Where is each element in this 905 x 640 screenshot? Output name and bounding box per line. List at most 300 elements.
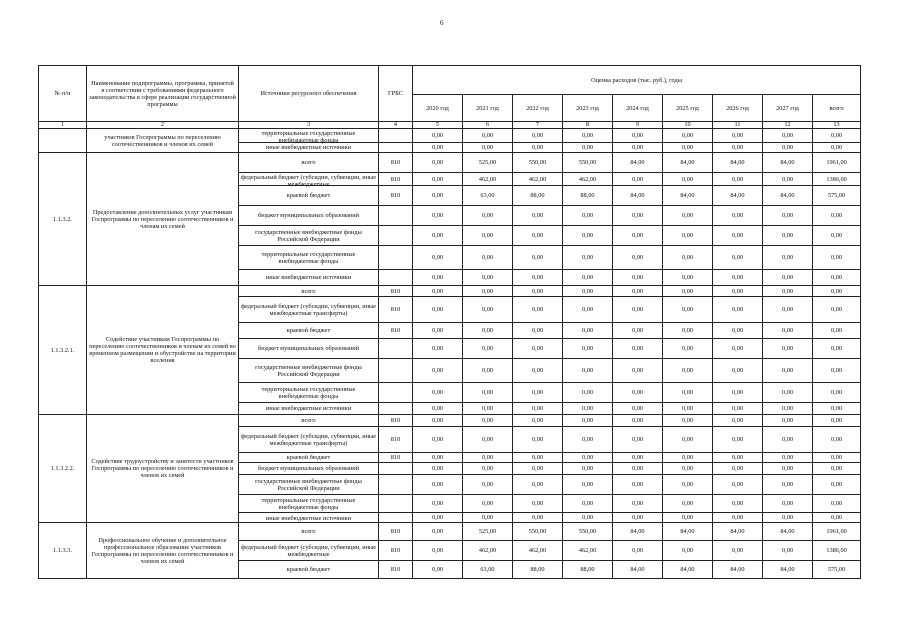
grbs-code: 810 (379, 415, 413, 427)
value-cell: 0,00 (813, 453, 861, 463)
funding-source (239, 403, 379, 415)
value-cell: 0,00 (713, 383, 763, 403)
value-cell: 0,00 (463, 513, 513, 523)
value-cell: 84,00 (663, 523, 713, 541)
funding-source (239, 561, 379, 579)
value-cell: 0,00 (613, 359, 663, 383)
grbs-code (379, 495, 413, 513)
value-cell: 0,00 (813, 359, 861, 383)
value-cell: 0,00 (563, 339, 613, 359)
value-cell: 84,00 (613, 186, 663, 206)
column-index-11: 11 (713, 122, 763, 129)
value-cell: 0,00 (813, 226, 861, 246)
value-cell: 0,00 (563, 143, 613, 153)
funding-source-label: всего (301, 287, 316, 295)
grbs-code: 810 (379, 523, 413, 541)
row-name: Содействие участникам Госпрограммы по переселению соотечественников и членам их семей во временном размещении и обустройстве на территории вселения (87, 286, 239, 415)
value-cell: 0,00 (463, 206, 513, 226)
grbs-code: 810 (379, 173, 413, 186)
value-cell: 462,00 (513, 173, 563, 186)
value-cell: 0,00 (763, 270, 813, 286)
budget-table (38, 65, 861, 579)
funding-source (239, 359, 379, 383)
value-cell: 0,00 (563, 226, 613, 246)
value-cell: 0,00 (513, 270, 563, 286)
value-cell: 525,00 (463, 153, 513, 173)
value-cell: 63,00 (463, 186, 513, 206)
funding-source-label: территориальные государственные внебюджетные фонды (261, 385, 356, 400)
value-cell: 0,00 (463, 339, 513, 359)
value-cell: 0,00 (763, 513, 813, 523)
value-cell: 0,00 (763, 206, 813, 226)
value-cell: 0,00 (463, 246, 513, 270)
value-cell: 0,00 (513, 513, 563, 523)
value-cell: 84,00 (713, 561, 763, 579)
value-cell: 1386,00 (813, 541, 861, 561)
funding-source (239, 463, 379, 475)
header-year-4: 2024 год (613, 95, 663, 122)
value-cell: 0,00 (663, 173, 713, 186)
grbs-code: 810 (379, 297, 413, 323)
value-cell: 0,00 (513, 403, 563, 415)
value-cell: 0,00 (463, 427, 513, 453)
value-cell: 0,00 (663, 513, 713, 523)
header-grbs: ГРБС (379, 66, 413, 122)
funding-source-label: федеральный бюджет (субсидии, субвенции, иные межбюджетные трансферты) (241, 432, 376, 447)
value-cell: 0,00 (763, 383, 813, 403)
value-cell: 0,00 (713, 286, 763, 297)
value-cell: 0,00 (713, 359, 763, 383)
value-cell: 0,00 (613, 403, 663, 415)
value-cell: 0,00 (813, 513, 861, 523)
value-cell: 0,00 (763, 297, 813, 323)
value-cell: 0,00 (563, 323, 613, 339)
value-cell: 0,00 (613, 143, 663, 153)
column-index-4: 4 (379, 122, 413, 129)
value-cell: 0,00 (663, 206, 713, 226)
value-cell: 0,00 (663, 339, 713, 359)
value-cell: 0,00 (413, 475, 463, 495)
value-cell: 0,00 (413, 173, 463, 186)
value-cell: 0,00 (713, 475, 763, 495)
value-cell: 0,00 (613, 475, 663, 495)
value-cell: 0,00 (513, 463, 563, 475)
value-cell: 0,00 (813, 475, 861, 495)
header-num: № п/п (39, 66, 87, 122)
header-year-7: 2027 год (763, 95, 813, 122)
funding-source (239, 513, 379, 523)
funding-source (239, 427, 379, 453)
header-name: Наименование подпрограммы, программы, принятой в соответствии с требованиями федерального законодательства в сфере реализации государственной программы (87, 66, 239, 122)
funding-source-label: краевой бюджет (286, 192, 331, 199)
value-cell: 0,00 (613, 323, 663, 339)
value-cell: 0,00 (563, 513, 613, 523)
grbs-code (379, 513, 413, 523)
value-cell: 84,00 (613, 561, 663, 579)
value-cell: 0,00 (413, 246, 463, 270)
value-cell: 0,00 (763, 403, 813, 415)
value-cell: 0,00 (813, 383, 861, 403)
value-cell: 84,00 (613, 153, 663, 173)
value-cell: 0,00 (413, 286, 463, 297)
value-cell: 0,00 (413, 129, 463, 143)
value-cell: 575,00 (813, 561, 861, 579)
grbs-code: 810 (379, 427, 413, 453)
value-cell: 0,00 (613, 297, 663, 323)
value-cell: 0,00 (413, 206, 463, 226)
value-cell: 0,00 (713, 415, 763, 427)
value-cell: 0,00 (713, 297, 763, 323)
value-cell: 0,00 (613, 286, 663, 297)
value-cell: 0,00 (813, 495, 861, 513)
value-cell: 0,00 (563, 359, 613, 383)
column-index-3: 3 (239, 122, 379, 129)
funding-source-label: всего (301, 417, 316, 424)
value-cell: 0,00 (513, 286, 563, 297)
value-cell: 0,00 (713, 226, 763, 246)
funding-source (239, 415, 379, 427)
value-cell: 0,00 (463, 475, 513, 495)
header-year-8: всего (813, 95, 861, 122)
value-cell: 0,00 (563, 453, 613, 463)
value-cell: 0,00 (713, 339, 763, 359)
value-cell: 0,00 (763, 359, 813, 383)
column-index-1: 1 (39, 122, 87, 129)
value-cell: 0,00 (513, 246, 563, 270)
value-cell: 0,00 (713, 541, 763, 561)
funding-source (239, 206, 379, 226)
funding-source (239, 297, 379, 323)
value-cell: 550,00 (563, 153, 613, 173)
value-cell: 0,00 (413, 561, 463, 579)
funding-source-label: государственные внебюджетные фонды Российской Федерации (255, 228, 362, 243)
header-source: Источники ресурсного обеспечения (239, 66, 379, 122)
value-cell: 0,00 (813, 323, 861, 339)
value-cell: 0,00 (463, 463, 513, 475)
value-cell: 0,00 (713, 453, 763, 463)
value-cell: 0,00 (413, 186, 463, 206)
value-cell: 0,00 (413, 453, 463, 463)
value-cell: 0,00 (613, 453, 663, 463)
value-cell: 1386,00 (813, 173, 861, 186)
grbs-code: 810 (379, 541, 413, 561)
value-cell: 0,00 (663, 495, 713, 513)
value-cell: 84,00 (763, 153, 813, 173)
value-cell: 0,00 (763, 173, 813, 186)
funding-source-label: территориальные государственные внебюджетные фонды (261, 250, 356, 265)
value-cell: 0,00 (413, 339, 463, 359)
funding-source (239, 339, 379, 359)
funding-source-label: краевой бюджет (286, 327, 331, 334)
value-cell: 0,00 (663, 415, 713, 427)
funding-source-label: территориальные государственные внебюджетные фонды (261, 130, 356, 144)
grbs-code (379, 129, 413, 143)
grbs-code (379, 226, 413, 246)
value-cell: 0,00 (463, 226, 513, 246)
funding-source (239, 186, 379, 206)
value-cell: 0,00 (663, 403, 713, 415)
value-cell: 0,00 (563, 286, 613, 297)
funding-source (239, 286, 379, 297)
value-cell: 462,00 (563, 173, 613, 186)
value-cell: 0,00 (713, 513, 763, 523)
grbs-code: 810 (379, 323, 413, 339)
row-name: Профессиональное обучение и дополнительное профессиональное образование участников Госпрограммы по переселению соотечественников и членов их семей (87, 523, 239, 579)
value-cell: 0,00 (763, 453, 813, 463)
value-cell: 0,00 (763, 143, 813, 153)
grbs-code: 810 (379, 186, 413, 206)
value-cell: 550,00 (513, 523, 563, 541)
value-cell: 0,00 (413, 383, 463, 403)
value-cell: 0,00 (713, 206, 763, 226)
value-cell: 0,00 (513, 359, 563, 383)
value-cell: 0,00 (713, 246, 763, 270)
grbs-code (379, 206, 413, 226)
value-cell: 0,00 (663, 286, 713, 297)
header-year-5: 2025 год (663, 95, 713, 122)
value-cell: 0,00 (463, 415, 513, 427)
value-cell: 0,00 (663, 323, 713, 339)
value-cell: 84,00 (713, 153, 763, 173)
header-year-0: 2020 год (413, 95, 463, 122)
value-cell: 0,00 (513, 206, 563, 226)
funding-source-label: территориальные государственные внебюджетные фонды (261, 496, 356, 511)
value-cell: 0,00 (713, 270, 763, 286)
value-cell: 0,00 (463, 383, 513, 403)
value-cell: 0,00 (463, 270, 513, 286)
table-row (39, 129, 861, 143)
funding-source-label: краевой бюджет (286, 566, 331, 573)
value-cell: 0,00 (463, 403, 513, 415)
value-cell: 0,00 (413, 226, 463, 246)
value-cell: 0,00 (713, 403, 763, 415)
value-cell: 0,00 (413, 495, 463, 513)
value-cell: 0,00 (613, 383, 663, 403)
column-index-5: 5 (413, 122, 463, 129)
value-cell: 0,00 (763, 129, 813, 143)
value-cell: 0,00 (763, 323, 813, 339)
value-cell: 0,00 (513, 143, 563, 153)
header-estimate: Оценка расходов (тыс. руб.), годы (413, 66, 861, 95)
value-cell: 0,00 (413, 415, 463, 427)
column-index-7: 7 (513, 122, 563, 129)
value-cell: 0,00 (563, 495, 613, 513)
grbs-code: 810 (379, 153, 413, 173)
funding-source (239, 246, 379, 270)
value-cell: 0,00 (563, 403, 613, 415)
value-cell: 84,00 (663, 153, 713, 173)
value-cell: 0,00 (513, 427, 563, 453)
row-code: 1.1.3.2.1. (39, 286, 87, 415)
value-cell: 0,00 (413, 359, 463, 383)
value-cell: 0,00 (663, 129, 713, 143)
value-cell: 0,00 (613, 541, 663, 561)
value-cell: 0,00 (413, 523, 463, 541)
row-name: Содействие трудоустройству и занятости участников Госпрограммы по переселению соотечественников и членов их семей (87, 415, 239, 523)
value-cell: 0,00 (413, 323, 463, 339)
value-cell: 0,00 (813, 339, 861, 359)
column-index-12: 12 (763, 122, 813, 129)
funding-source (239, 475, 379, 495)
funding-source-label: иные внебюджетные источники (265, 514, 352, 522)
value-cell: 0,00 (663, 453, 713, 463)
row-name: Предоставление дополнительных услуг участникам Госпрограммы по переселению соотечественников и членам их семей (87, 153, 239, 286)
value-cell: 0,00 (763, 415, 813, 427)
value-cell: 462,00 (463, 541, 513, 561)
value-cell: 550,00 (563, 523, 613, 541)
funding-source-label: краевой бюджет (286, 454, 331, 461)
value-cell: 0,00 (613, 270, 663, 286)
grbs-code (379, 270, 413, 286)
value-cell: 0,00 (813, 270, 861, 286)
value-cell: 0,00 (663, 226, 713, 246)
funding-source (239, 383, 379, 403)
funding-source-label: иные внебюджетные источники (265, 144, 352, 151)
value-cell: 525,00 (463, 523, 513, 541)
value-cell: 0,00 (663, 383, 713, 403)
value-cell: 0,00 (613, 415, 663, 427)
value-cell: 0,00 (663, 475, 713, 495)
value-cell: 0,00 (463, 495, 513, 513)
table-row (39, 153, 861, 173)
value-cell: 0,00 (763, 286, 813, 297)
value-cell: 0,00 (663, 427, 713, 453)
value-cell: 462,00 (463, 173, 513, 186)
value-cell: 1961,00 (813, 523, 861, 541)
value-cell: 0,00 (663, 270, 713, 286)
funding-source-label: всего (301, 528, 316, 535)
column-index-8: 8 (563, 122, 613, 129)
grbs-code (379, 359, 413, 383)
page-number: 6 (440, 19, 444, 27)
table-row (39, 415, 861, 427)
value-cell: 0,00 (513, 383, 563, 403)
value-cell: 0,00 (513, 323, 563, 339)
value-cell: 575,00 (813, 186, 861, 206)
value-cell: 0,00 (563, 297, 613, 323)
grbs-code: 810 (379, 561, 413, 579)
value-cell: 0,00 (413, 143, 463, 153)
value-cell: 84,00 (763, 186, 813, 206)
value-cell: 88,00 (513, 186, 563, 206)
value-cell: 0,00 (613, 513, 663, 523)
value-cell: 84,00 (663, 561, 713, 579)
value-cell: 0,00 (563, 129, 613, 143)
value-cell: 0,00 (663, 297, 713, 323)
funding-source (239, 143, 379, 153)
value-cell: 84,00 (763, 523, 813, 541)
value-cell: 0,00 (563, 463, 613, 475)
value-cell: 0,00 (463, 129, 513, 143)
value-cell: 0,00 (813, 286, 861, 297)
grbs-code (379, 403, 413, 415)
value-cell: 88,00 (563, 186, 613, 206)
value-cell: 0,00 (513, 297, 563, 323)
value-cell: 0,00 (463, 453, 513, 463)
funding-source-label: государственные внебюджетные фонды Российской Федерации (255, 363, 362, 378)
value-cell: 0,00 (563, 270, 613, 286)
value-cell: 0,00 (713, 173, 763, 186)
column-index-2: 2 (87, 122, 239, 129)
column-index-6: 6 (463, 122, 513, 129)
funding-source (239, 495, 379, 513)
funding-source (239, 129, 379, 143)
funding-source-label: федеральный бюджет (субсидии, субвенции, иные межбюджетные (241, 174, 376, 188)
value-cell: 0,00 (713, 463, 763, 475)
value-cell: 0,00 (513, 129, 563, 143)
funding-source (239, 153, 379, 173)
funding-source (239, 453, 379, 463)
row-name: участников Госпрограммы по переселению соотечественников и членов их семей (87, 129, 239, 153)
grbs-code (379, 339, 413, 359)
grbs-code: 810 (379, 453, 413, 463)
funding-source (239, 541, 379, 561)
value-cell: 0,00 (563, 206, 613, 226)
value-cell: 63,00 (463, 561, 513, 579)
value-cell: 0,00 (663, 359, 713, 383)
value-cell: 0,00 (613, 427, 663, 453)
funding-source-label: бюджет муниципальных образований (257, 212, 360, 219)
value-cell: 0,00 (563, 475, 613, 495)
value-cell: 0,00 (613, 129, 663, 143)
value-cell: 0,00 (763, 226, 813, 246)
value-cell: 0,00 (813, 297, 861, 323)
column-index-10: 10 (663, 122, 713, 129)
value-cell: 0,00 (563, 246, 613, 270)
funding-source (239, 323, 379, 339)
value-cell: 0,00 (513, 415, 563, 427)
value-cell: 84,00 (713, 186, 763, 206)
funding-source-label: бюджет муниципальных образований (257, 345, 360, 352)
value-cell: 0,00 (613, 246, 663, 270)
grbs-code (379, 143, 413, 153)
value-cell: 0,00 (413, 270, 463, 286)
header-year-1: 2021 год (463, 95, 513, 122)
value-cell: 88,00 (563, 561, 613, 579)
value-cell: 0,00 (763, 463, 813, 475)
value-cell: 0,00 (813, 463, 861, 475)
value-cell: 84,00 (663, 186, 713, 206)
value-cell: 84,00 (763, 561, 813, 579)
value-cell: 0,00 (463, 143, 513, 153)
value-cell: 0,00 (463, 286, 513, 297)
row-code: 1.1.3.2. (39, 153, 87, 286)
value-cell: 88,00 (513, 561, 563, 579)
value-cell: 1961,00 (813, 153, 861, 173)
funding-source-label: федеральный бюджет (субсидии, субвенции, иные межбюджетные (241, 543, 376, 558)
value-cell: 462,00 (563, 541, 613, 561)
funding-source-label: государственные внебюджетные фонды Российской Федерации (255, 477, 362, 492)
value-cell: 0,00 (763, 475, 813, 495)
value-cell: 0,00 (613, 226, 663, 246)
value-cell: 0,00 (613, 495, 663, 513)
value-cell: 0,00 (513, 495, 563, 513)
funding-source (239, 173, 379, 186)
value-cell: 0,00 (563, 383, 613, 403)
value-cell: 0,00 (463, 297, 513, 323)
table-row (39, 523, 861, 541)
row-code (39, 129, 87, 153)
value-cell: 0,00 (463, 323, 513, 339)
value-cell: 0,00 (513, 226, 563, 246)
value-cell: 0,00 (813, 415, 861, 427)
value-cell: 0,00 (613, 173, 663, 186)
value-cell: 0,00 (513, 453, 563, 463)
grbs-code (379, 246, 413, 270)
header-year-3: 2023 год (563, 95, 613, 122)
value-cell: 550,00 (513, 153, 563, 173)
grbs-code (379, 463, 413, 475)
